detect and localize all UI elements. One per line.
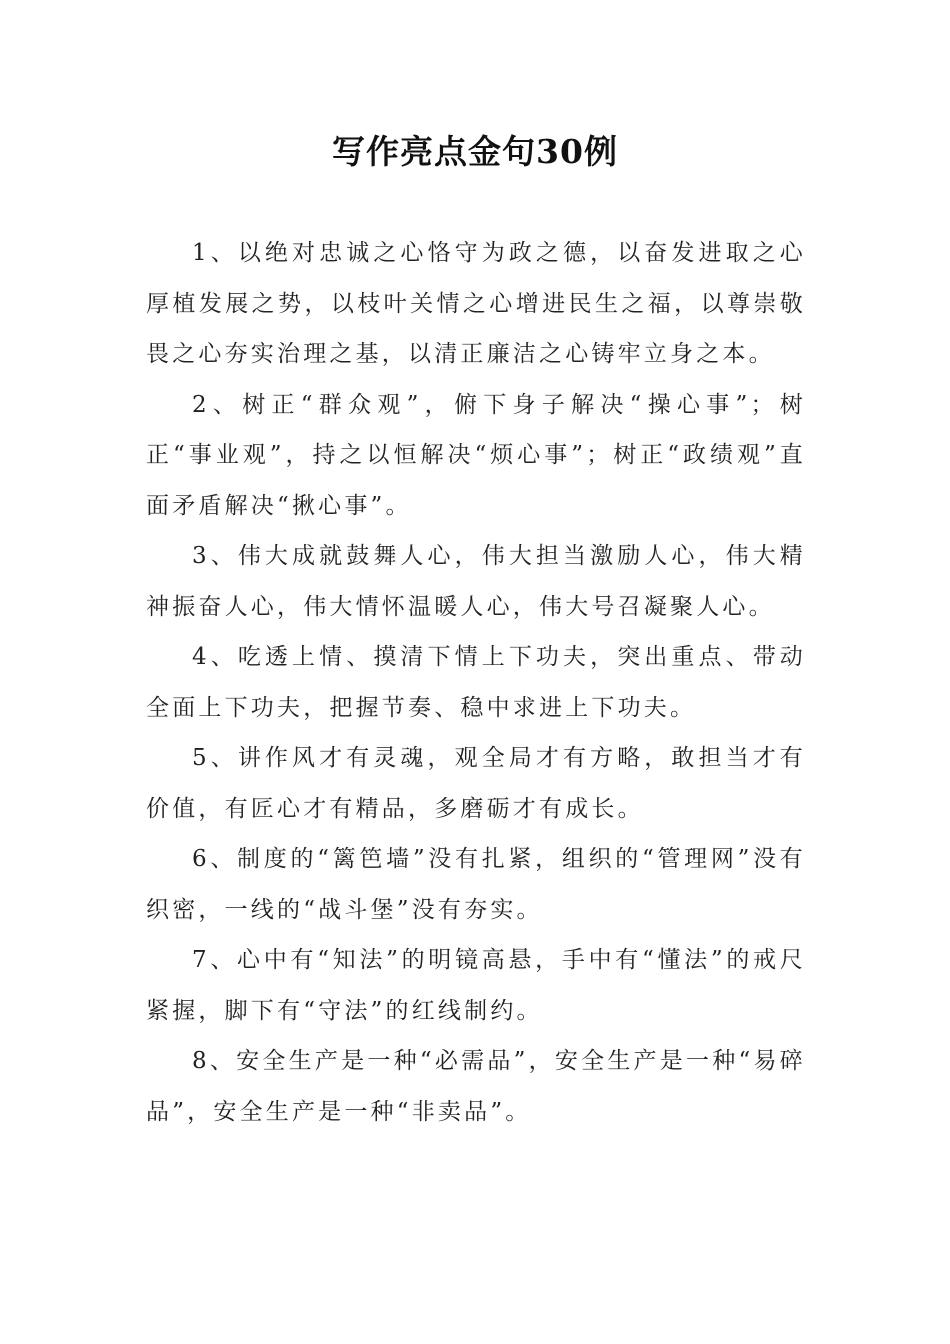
paragraph-7: 7、心中有“知法”的明镜高悬，手中有“懂法”的戒尺紧握，脚下有“守法”的红线制约。 [146, 947, 806, 1024]
paragraph-5: 5、讲作风才有灵魂，观全局才有方略，敢担当才有价值，有匠心才有精品，多磨砺才有成长。 [146, 745, 806, 822]
paragraph-6: 6、制度的“篱笆墙”没有扎紧，组织的“管理网”没有织密，一线的“战斗堡”没有夯实。 [146, 846, 806, 923]
document-body [146, 228, 806, 1137]
paragraph-4: 4、吃透上情、摸清下情上下功夫，突出重点、带动全面上下功夫，把握节奏、稳中求进上下功夫。 [146, 644, 806, 721]
paragraph-1: 1、以绝对忠诚之心恪守为政之德，以奋发进取之心厚植发展之势，以枝叶关情之心增进民生之福，以尊崇敬畏之心夯实治理之基，以清正廉洁之心铸牢立身之本。 [146, 240, 806, 367]
paragraph-2: 2、树正“群众观”，俯下身子解决“操心事”；树正“事业观”，持之以恒解决“烦心事”；树正“政绩观”直面矛盾解决“揪心事”。 [146, 391, 806, 519]
paragraph-3: 3、伟大成就鼓舞人心，伟大担当激励人心，伟大精神振奋人心，伟大情怀温暖人心，伟大号召凝聚人心。 [146, 543, 806, 620]
document-title: 写作亮点金句30例 [332, 132, 618, 171]
paragraph-8: 8、安全生产是一种“必需品”，安全生产是一种“易碎品”，安全生产是一种“非卖品”。 [146, 1048, 806, 1125]
